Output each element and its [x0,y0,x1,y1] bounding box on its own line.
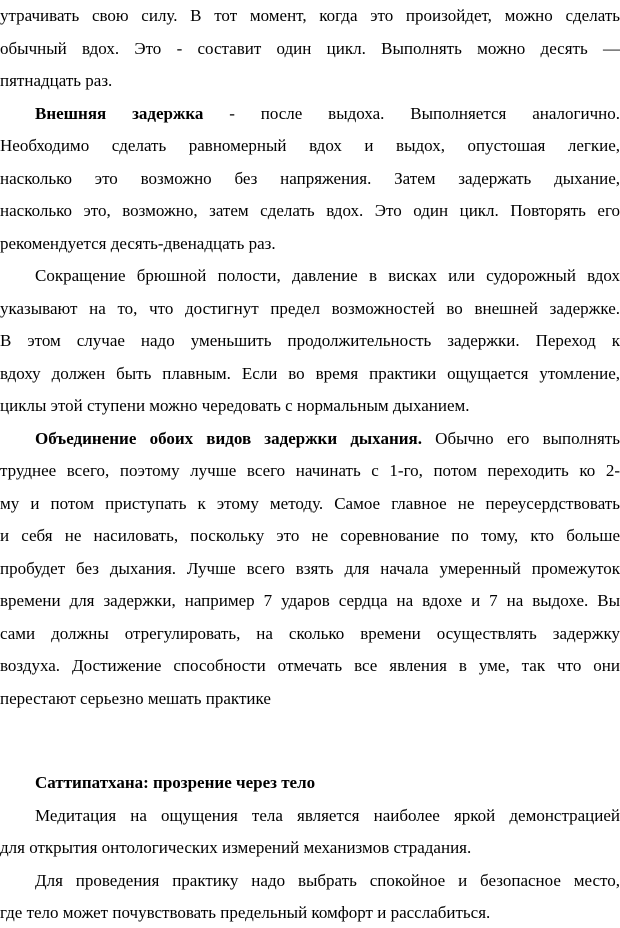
line-text: Сокращение брюшной полости, давление в висках или судорожный вдох [35,266,620,285]
line-text: насколько это, возможно, затем сделать вдох. Это один цикл. Повторять его [0,201,620,220]
text-line [0,33,620,64]
line-text: Медитация на ощущения тела является наиболее яркой демонстрацией [35,805,620,825]
text-line [0,228,620,259]
text-line [0,390,620,421]
line-text: рекомендуется десять-двенадцать раз. [0,233,276,253]
text-line [0,800,620,831]
line-text: времени для задержки, например 7 ударов сердца на вдохе и 7 на выдохе. Вы [0,591,620,610]
text-line [0,767,620,798]
line-text: для открытия онтологических измерений механизмов страдания. [0,838,472,857]
text-line [0,325,620,356]
bold-term: Объединение обоих видов задержки дыхания. [35,428,422,448]
text-line [0,293,620,324]
line-text: - после выдоха. Выполняется аналогично. [203,103,620,123]
text-line [0,423,620,454]
line-text: перестают серьезно мешать практике [0,688,271,708]
line-text: труднее всего, поэтому лучше всего начинать с 1-го, потом переходить ко 2- [0,461,620,480]
text-line [0,520,620,551]
text-line [0,618,620,649]
text-line [0,897,620,928]
text-line [0,130,620,161]
text-line [0,683,620,714]
line-text: му и потом приступать к этому методу. Самое главное не переусердствовать [0,493,620,513]
text-line [0,865,620,896]
line-text: обычный вдох. Это - составит один цикл. Выполнять можно десять — [0,38,620,58]
line-text: насколько это возможно без напряжения. Затем задержать дыхание, [0,168,620,188]
text-line [0,260,620,291]
line-text: указывают на то, что достигнут предел возможностей во внешней задержке. [0,298,620,318]
line-text: циклы этой ступени можно чередовать с нормальным дыханием. [0,396,470,415]
line-text: и себя не насиловать, поскольку это не соревнование по тому, кто больше [0,526,620,545]
line-text: пятнадцать раз. [0,71,113,90]
line-text: Обычно его выполнять [422,428,620,448]
text-line [0,0,620,31]
line-text: воздуха. Достижение способности отмечать все явления в уме, так что они [0,656,620,675]
text-line [0,553,620,584]
text-line [0,585,620,616]
line-text: утрачивать свою силу. В тот момент, когда это произойдет, можно сделать [0,6,620,25]
text-line [0,163,620,194]
bold-term: Внешняя задержка [35,103,204,123]
text-line [0,832,620,863]
line-text: где тело может почувствовать предельный комфорт и расслабиться. [0,903,491,922]
bold-term: Саттипатхана: прозрение через тело [35,773,316,792]
line-text: В этом случае надо уменьшить продолжительность задержки. Переход к [0,331,620,350]
text-line [0,65,620,96]
text-line [0,455,620,486]
text-line [0,488,620,519]
line-text: Для проведения практику надо выбрать спокойное и безопасное место, [35,870,620,890]
text-line [0,195,620,226]
text-line [0,358,620,389]
line-text: пробудет без дыхания. Лучше всего взять для начала умеренный промежуток [0,558,620,578]
line-text: Необходимо сделать равномерный вдох и выдох, опустошая легкие, [0,136,620,155]
text-line [0,98,620,129]
line-text: сами должны отрегулировать, на сколько времени осуществлять задержку [0,623,620,643]
text-line [0,650,620,681]
line-text: вдоху должен быть плавным. Если во время практики ощущается утомление, [0,363,620,383]
